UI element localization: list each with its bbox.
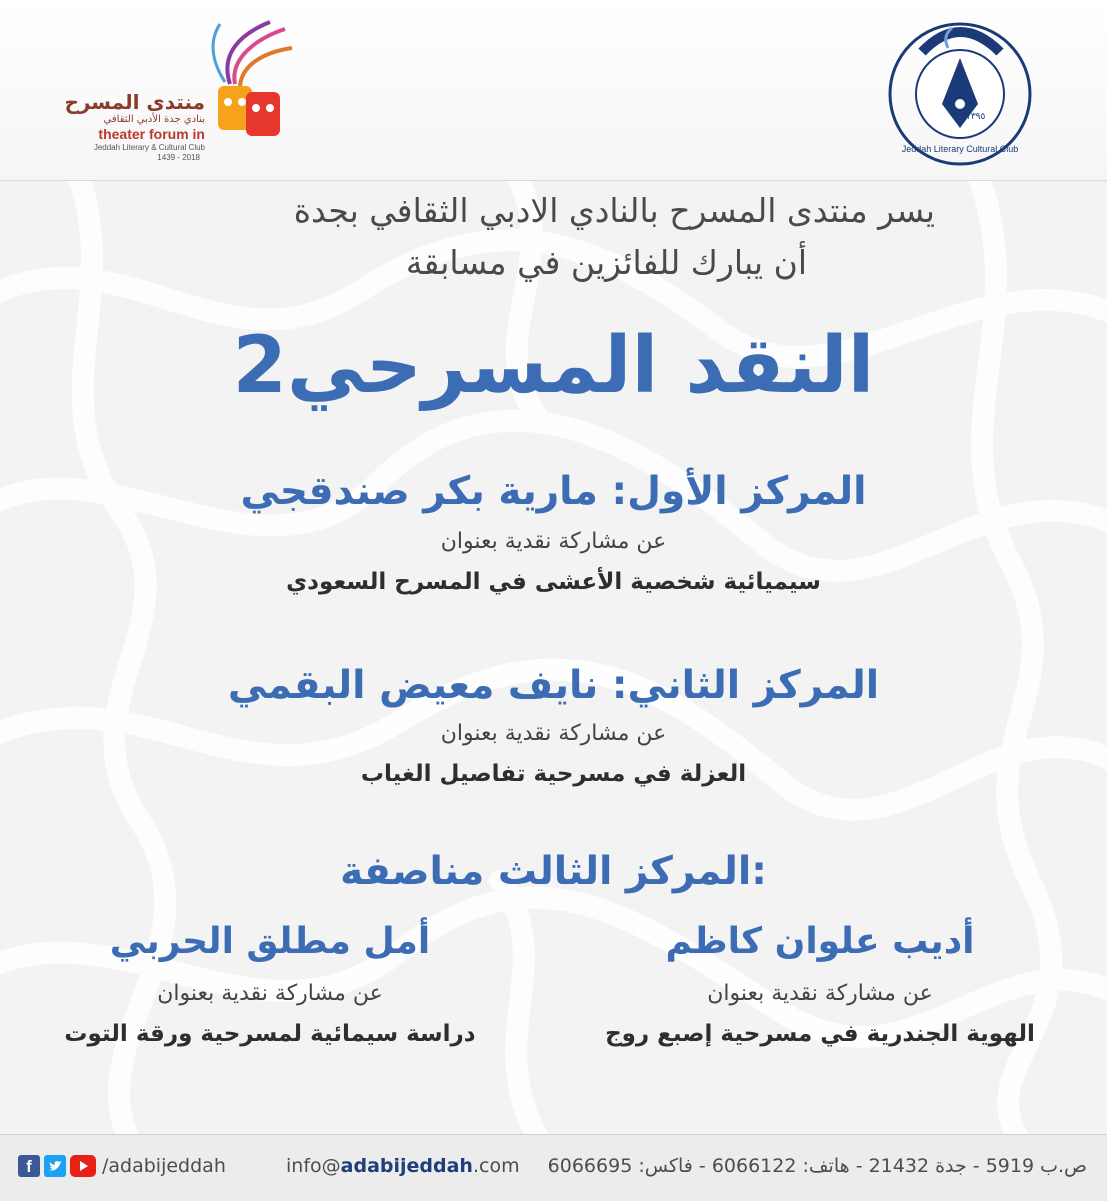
forum-years: 1439 - 2018	[157, 153, 200, 162]
second-place-work-title: العزلة في مسرحية تفاصيل الغياب	[360, 761, 747, 787]
winner-a-name: أديب علوان كاظم	[665, 921, 975, 962]
header	[0, 0, 1107, 181]
first-place-label: عن مشاركة نقدية بعنوان	[440, 529, 667, 554]
forum-english-title: theater forum in	[98, 126, 205, 142]
forum-arabic-name: منتدى المسرح	[64, 90, 205, 114]
facebook-icon[interactable]: f	[18, 1155, 40, 1177]
youtube-icon[interactable]	[70, 1155, 96, 1177]
second-place-heading: المركز الثاني: نايف معيض البقمي	[227, 663, 880, 708]
competition-title: النقد المسرحي2	[232, 321, 875, 411]
winner-b-label: عن مشاركة نقدية بعنوان	[157, 981, 383, 1006]
email-user: info@	[286, 1155, 341, 1177]
third-place-heading: المركز الثالث مناصفة:	[340, 849, 767, 894]
winner-a-label: عن مشاركة نقدية بعنوان	[707, 981, 933, 1006]
jeddah-club-logo	[882, 12, 1038, 168]
email-tld: .com	[472, 1155, 520, 1177]
contact-info: ص.ب 5919 - جدة 21432 - هاتف: 6066122 - فاكس: 6066695	[547, 1155, 1087, 1177]
announcement-panel	[0, 181, 1107, 1134]
forum-arabic-subtitle: بنادي جدة الأدبي الثقافي	[103, 114, 205, 125]
theater-forum-logo	[60, 14, 300, 164]
second-place-label: عن مشاركة نقدية بعنوان	[440, 721, 667, 746]
club-year: ١٣٩٥هـ	[958, 112, 986, 122]
club-english-name: Jeddah Literary Cultural Club	[901, 144, 1019, 154]
winner-a-work-title: الهوية الجندرية في مسرحية إصبع روج	[605, 1021, 1035, 1047]
social-handle[interactable]: /adabijeddah	[102, 1155, 226, 1177]
footer	[0, 1134, 1107, 1201]
intro-line-1: يسر منتدى المسرح بالنادي الادبي الثقافي بجدة	[293, 191, 935, 230]
third-place-winner-b	[20, 921, 520, 1121]
winner-b-work-title: دراسة سيمائية لمسرحية ورقة التوت	[64, 1021, 476, 1047]
winner-b-name: أمل مطلق الحربي	[109, 921, 431, 962]
first-place-heading: المركز الأول: مارية بكر صندقجي	[240, 469, 867, 514]
intro-line-2: أن يبارك للفائزين في مسابقة	[405, 243, 807, 282]
third-place-winner-a	[560, 921, 1080, 1121]
social-links	[18, 1153, 248, 1179]
email-address[interactable]	[286, 1155, 520, 1177]
forum-english-club: Jeddah Literary & Cultural Club	[93, 143, 205, 152]
twitter-icon[interactable]	[44, 1155, 66, 1177]
email-domain: adabijeddah	[340, 1155, 473, 1177]
first-place-work-title: سيميائية شخصية الأعشى في المسرح السعودي	[286, 569, 821, 595]
